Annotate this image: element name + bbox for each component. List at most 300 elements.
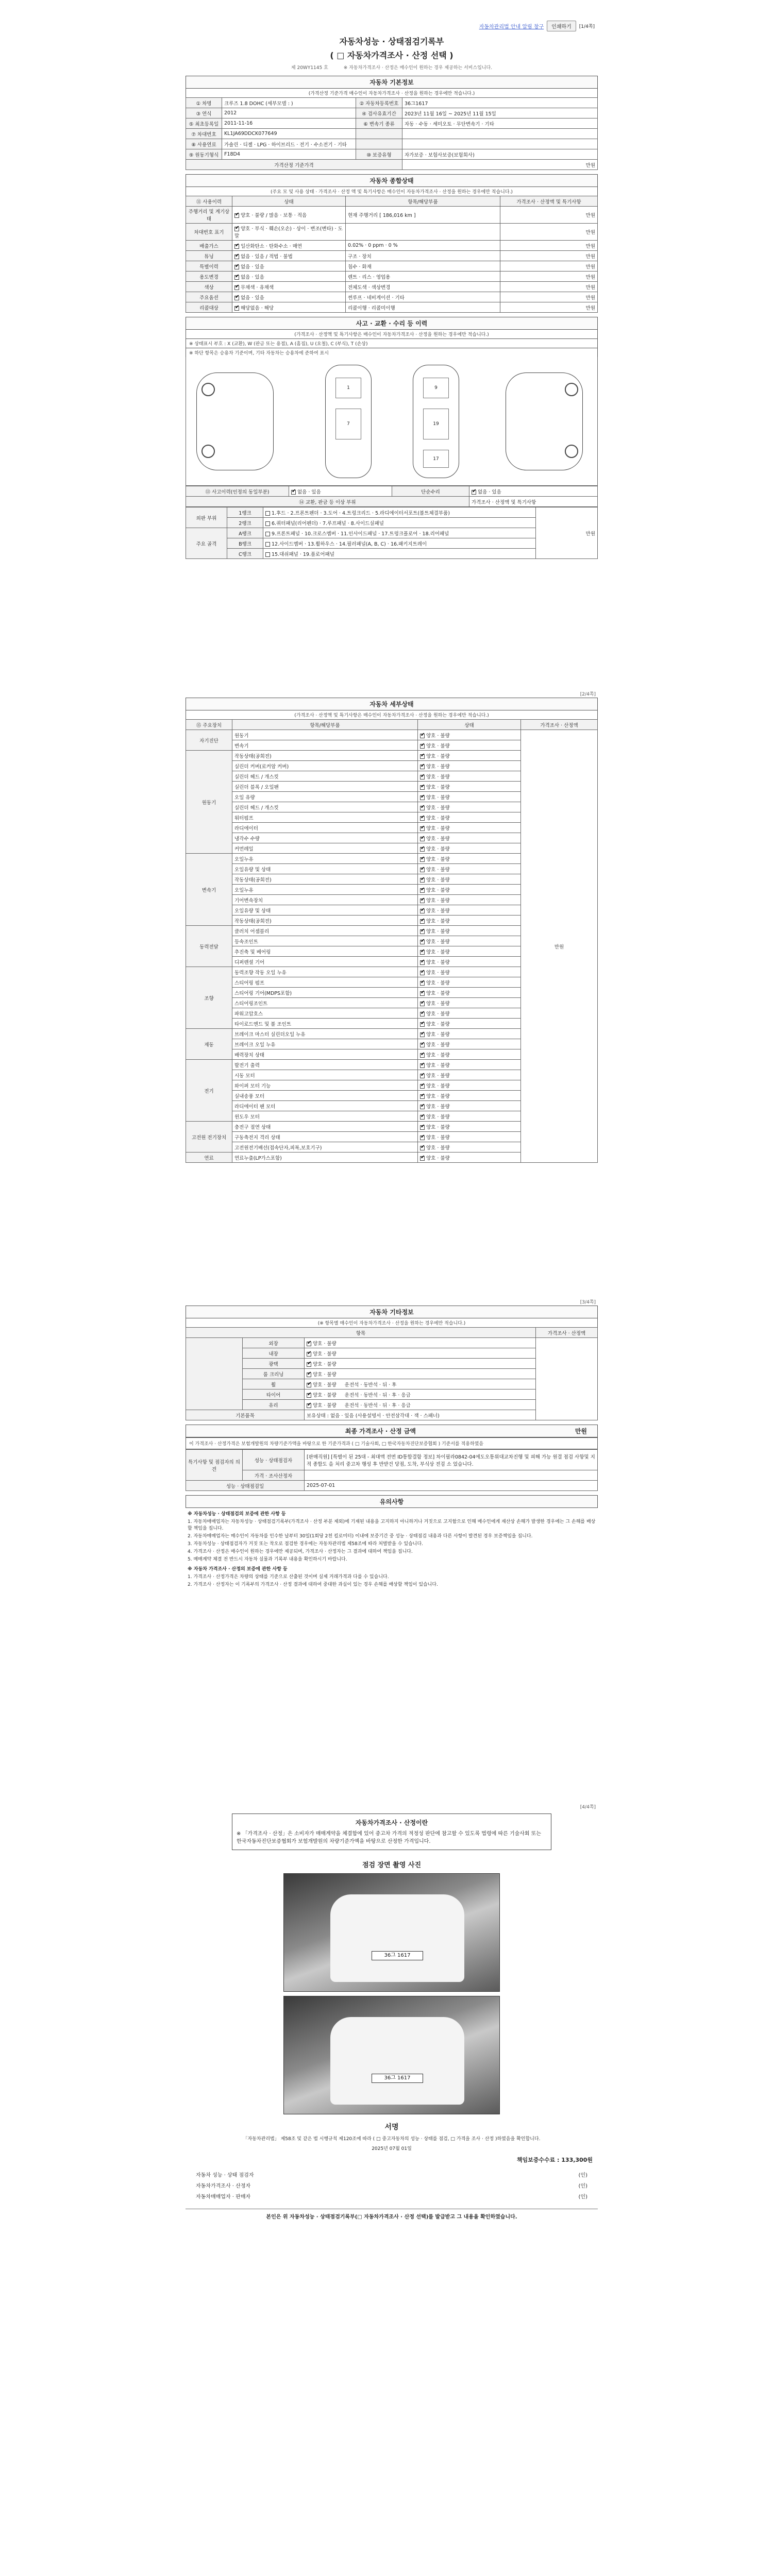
status-state: ✔ 일산화탄소 · 탄화수소 · 매연 <box>232 241 346 251</box>
checkbox-icon[interactable] <box>420 1063 425 1068</box>
basic-info-key: ⑥ 변속기 종류 <box>356 118 402 129</box>
signature-seal: (인) <box>578 2183 587 2189</box>
checkbox-icon[interactable] <box>420 1002 425 1006</box>
document-title: 자동차성능 · 상태점검기록부 <box>339 37 444 46</box>
detail-state: ✔ 양호 · 불량 <box>418 1142 521 1153</box>
basic-info-value: 2023년 11월 16일 ~ 2025년 11월 15일 <box>402 108 598 118</box>
notes-heading-1: ※ 자동차성능 · 상태점검의 보증에 관한 사항 등 <box>188 1512 286 1517</box>
price-basis-label: 가격산정 기준가격 <box>186 160 402 170</box>
other-group <box>186 1338 243 1410</box>
checkbox-icon[interactable] <box>265 521 270 526</box>
rank-label: A랭크 <box>227 528 263 538</box>
checkbox-icon[interactable] <box>420 909 425 913</box>
car-diagram <box>186 357 598 486</box>
status-state: ✔양호 · 불량 / 많음 · 보통 · 적음 <box>232 207 346 224</box>
detail-item: 원동기 <box>232 730 418 740</box>
detail-group: 동력전달 <box>186 926 232 967</box>
rank-table <box>186 507 598 559</box>
other-item: 내장 <box>243 1348 305 1359</box>
detail-item: 충전구 절연 상태 <box>232 1122 418 1132</box>
checkbox-icon[interactable] <box>420 971 425 975</box>
checkbox-icon[interactable] <box>420 816 425 821</box>
overall-status-table <box>186 196 598 313</box>
other-state: ✔ 양호 · 불량 운전석 · 동반석 · 뒤 · 후 <box>305 1379 536 1389</box>
status-row <box>186 292 598 302</box>
detail-state: ✔ 양호 · 불량 <box>418 782 521 792</box>
detail-item: 브레이크 마스터 실린더오일 누유 <box>232 1029 418 1039</box>
status-detail <box>346 224 500 241</box>
status-item: 배출가스 <box>186 241 232 251</box>
checkbox-icon[interactable] <box>420 775 425 779</box>
detail-state: ✔ 양호 · 불량 <box>418 740 521 751</box>
car-front-image <box>330 1894 464 1982</box>
accident-value: ✔ 없음 · 있음 <box>289 486 392 497</box>
basic-info-note: (가격산정 기준가격 매수인이 자동차가격조사 · 산정을 원하는 경우에만 적습니다.) <box>186 88 598 97</box>
basic-info-key <box>356 129 402 139</box>
detail-group: 변속기 <box>186 854 232 926</box>
detail-state: ✔ 양호 · 불량 <box>418 905 521 916</box>
checkbox-icon[interactable] <box>420 1115 425 1120</box>
detail-item: 실린더 블록 / 오일팬 <box>232 782 418 792</box>
note-item: 1. 자동차매매업자는 자동차성능 · 상태점검기록부(가격조사 · 산정 부분 제외)에 기재된 내용을 고지하지 아니하거나 거짓으로 고지함으로 인해 매수인에게 재산상 손해가 발생한 경우에는 그 손해를 배상할 책임을 집니다. <box>188 1519 596 1531</box>
frame-label: 주요 골격 <box>186 528 227 559</box>
basic-info-value: KL1JA69DDCK077649 <box>222 129 356 139</box>
notes-section <box>186 1508 598 1592</box>
checkbox-icon[interactable] <box>420 734 425 738</box>
checkbox-icon[interactable] <box>420 1043 425 1047</box>
detail-item: 실내송풍 모터 <box>232 1091 418 1101</box>
detail-status-title: 자동차 세부상태 <box>186 698 598 710</box>
law-info-link[interactable]: 자동차관리법 안내 알림 창구 <box>479 24 544 30</box>
basic-info-value: 36그1617 <box>402 98 598 108</box>
checkbox-icon[interactable] <box>420 744 425 749</box>
note-item: 4. 가격조사 · 산정은 매수인이 원하는 경우에만 제공되며, 가격조사 · 산정자는 그 결과에 대하여 책임을 집니다. <box>188 1549 413 1554</box>
detail-state: ✔ 양호 · 불량 <box>418 1008 521 1019</box>
detail-item: 냉각수 수량 <box>232 833 418 843</box>
detail-item: 윈도우 모터 <box>232 1111 418 1122</box>
detail-group: 제동 <box>186 1029 232 1060</box>
detail-item: 타이로드엔드 및 볼 조인트 <box>232 1019 418 1029</box>
basic-info-value: 가솔린 · 디젤 · LPG · 하이브리드 · 전기 · 수소전기 · 기타 <box>222 139 356 149</box>
detail-header: 가격조사 · 산정액 <box>521 720 598 730</box>
rank-parts: 1.후드 · 2.프론트펜더 · 3.도어 · 4.트렁크리드 · 5.라디에이터서포트(볼트체결부품) <box>263 507 536 518</box>
detail-item: 와이퍼 모터 기능 <box>232 1080 418 1091</box>
detail-item: 라디에이터 <box>232 823 418 833</box>
status-state: ✔ 없음 · 있음 <box>232 261 346 272</box>
detail-item: 실린더 헤드 / 개스킷 <box>232 771 418 782</box>
detail-header: ⑮ 주요장치 <box>186 720 232 730</box>
detail-state: ✔ 양호 · 불량 <box>418 957 521 967</box>
detail-item: 작동상태(공회전) <box>232 751 418 761</box>
guarantee-fee: 책임보증수수료 : 133,300원 <box>516 2157 593 2163</box>
detail-state: ✔ 양호 · 불량 <box>418 823 521 833</box>
checkbox-icon[interactable] <box>420 1156 425 1161</box>
checkbox-icon[interactable] <box>234 265 239 269</box>
check-date-value: 2025-07-01 <box>305 1481 598 1491</box>
signature-role: 자동차매매업자 · 판매자 <box>196 2194 251 2200</box>
checkbox-icon[interactable] <box>234 255 239 259</box>
checkbox-icon[interactable] <box>234 306 239 311</box>
license-plate: 36그 1617 <box>372 2074 423 2083</box>
status-row <box>186 272 598 282</box>
detail-item: 라디에이터 팬 모터 <box>232 1101 418 1111</box>
checkbox-icon[interactable] <box>420 960 425 965</box>
checkbox-icon[interactable] <box>234 213 239 218</box>
detail-state: ✔ 양호 · 불량 <box>418 977 521 988</box>
page-2 <box>186 690 598 1298</box>
status-header: 가격조사 · 산정액 및 특기사항 <box>500 196 598 207</box>
special-notes-table <box>186 1449 598 1491</box>
detail-state: ✔ 양호 · 불량 <box>418 916 521 926</box>
basic-info-table <box>186 97 598 170</box>
status-unit: 만원 <box>500 292 598 302</box>
detail-item: 추진축 및 베어링 <box>232 946 418 957</box>
status-detail: 현재 주행거리 [ 186,016 km ] <box>346 207 500 224</box>
status-item: 튜닝 <box>186 251 232 261</box>
detail-state: ✔ 양호 · 불량 <box>418 1080 521 1091</box>
page-tag: [4/4쪽] <box>580 1805 596 1810</box>
detail-item: 고전원전기배선(접속단자,피복,보호기구) <box>232 1142 418 1153</box>
checkbox-icon[interactable] <box>234 285 239 290</box>
detail-item: 실린더 커버(로커암 커버) <box>232 761 418 771</box>
status-unit: 만원 <box>500 251 598 261</box>
basic-info-value: 자가보증 · 보험사보증(보험회사) <box>402 149 598 160</box>
checkbox-icon[interactable] <box>420 1074 425 1078</box>
checkbox-icon[interactable] <box>420 1022 425 1027</box>
note-item: 2. 자동차매매업자는 매수인이 자동차를 인수한 날부터 30일(1회당 2천 킬로미터) 이내에 보증기간 중 성능 · 상태점검 내용과 다른 사항이 발견된 경우 보증책임을 집니다. <box>188 1534 533 1539</box>
detail-row <box>186 730 598 740</box>
basic-info-value: 2012 <box>222 108 356 118</box>
status-state: ✔ 없음 · 있음 / 적법 · 불법 <box>232 251 346 261</box>
car-rear-image <box>330 2017 464 2105</box>
checkbox-icon[interactable] <box>420 847 425 852</box>
license-plate: 36그 1617 <box>372 1951 423 1960</box>
rank-parts: 9.프론트패널 · 10.크로스멤버 · 11.인사이드패널 · 17.트렁크플로어 · 18.리어패널 <box>263 528 536 538</box>
detail-state: ✔ 양호 · 불량 <box>418 988 521 998</box>
checkbox-icon[interactable] <box>420 857 425 862</box>
detail-item: 스티어링 펌프 <box>232 977 418 988</box>
other-info-table <box>186 1327 598 1420</box>
status-item: 주요옵션 <box>186 292 232 302</box>
status-item: 차대번호 표기 <box>186 224 232 241</box>
detail-item: 오일누유 <box>232 854 418 864</box>
detail-item: 클러치 어셈블리 <box>232 926 418 936</box>
basic-info-key <box>356 139 402 149</box>
basic-info-value: 크루즈 1.8 DOHC (세부모델 : ) <box>222 98 356 108</box>
checkbox-icon[interactable] <box>307 1383 311 1387</box>
note-item: 3. 자동차성능 · 상태점검자가 거짓 또는 착오로 점검한 경우에는 자동차관리법 제58조에 따라 처벌받을 수 있습니다. <box>188 1541 424 1547</box>
detail-item: 시동 모터 <box>232 1070 418 1080</box>
checkbox-icon[interactable] <box>420 754 425 759</box>
checkbox-icon[interactable] <box>307 1372 311 1377</box>
other-state: ✔ 양호 · 불량 <box>305 1369 536 1379</box>
rank-label: C랭크 <box>227 549 263 559</box>
signature-seal: (인) <box>578 2194 587 2200</box>
status-item: 리콜대상 <box>186 302 232 313</box>
detail-state: ✔ 양호 · 불량 <box>418 812 521 823</box>
page-tag: [2/4쪽] <box>580 692 596 697</box>
checkbox-icon[interactable] <box>265 532 270 536</box>
note-item: 5. 매매계약 체결 전 반드시 자동차 실물과 기록부 내용을 확인하시기 바랍니다. <box>188 1557 347 1562</box>
rank-label: B랭크 <box>227 538 263 549</box>
checkbox-icon[interactable] <box>420 806 425 810</box>
checkbox-icon[interactable] <box>420 929 425 934</box>
checkbox-icon[interactable] <box>307 1403 311 1408</box>
other-state: ✔ 양호 · 불량 <box>305 1359 536 1369</box>
checkbox-icon[interactable] <box>420 950 425 955</box>
status-unit: 만원 <box>500 224 598 241</box>
other-state: ✔ 양호 · 불량 운전석 · 동반석 · 뒤 · 후 · 응급 <box>305 1400 536 1410</box>
checkbox-icon[interactable] <box>307 1342 311 1346</box>
accident-label: ⑬ 사고이력(인정의 동일부분) <box>186 486 289 497</box>
checkbox-icon[interactable] <box>420 1146 425 1150</box>
checkbox-icon[interactable] <box>420 785 425 790</box>
detail-state: ✔ 양호 · 불량 <box>418 874 521 885</box>
detail-state: ✔ 양호 · 불량 <box>418 946 521 957</box>
wheel-icon <box>565 383 578 396</box>
detail-state: ✔ 양호 · 불량 <box>418 802 521 812</box>
status-unit: 만원 <box>500 272 598 282</box>
signature-row <box>186 2191 598 2201</box>
simple-repair-value: ✔ 없음 · 있음 <box>469 486 598 497</box>
item-header: 항목 <box>186 1328 536 1338</box>
wheel-icon <box>201 383 215 396</box>
basic-info-row <box>186 149 598 160</box>
detail-item: 작동상태(공회전) <box>232 874 418 885</box>
exchange-label: ⑭ 교환, 판금 등 이상 부위 <box>186 497 469 507</box>
basic-info-value <box>402 139 598 149</box>
detail-item: 파워고압호스 <box>232 1008 418 1019</box>
checkbox-icon[interactable] <box>420 795 425 800</box>
status-state: ✔ 무채색 · 유채색 <box>232 282 346 292</box>
checkbox-icon[interactable] <box>265 542 270 547</box>
price-info-title: 자동차가격조사 · 산정이란 <box>355 1819 428 1826</box>
checkbox-icon[interactable] <box>420 1105 425 1109</box>
detail-state: ✔ 양호 · 불량 <box>418 1153 521 1163</box>
status-detail: 렌트 · 리스 · 영업용 <box>346 272 500 282</box>
checkbox-icon[interactable] <box>234 275 239 280</box>
detail-item: 연료누출(LP가스포함) <box>232 1153 418 1163</box>
accident-table <box>186 486 598 507</box>
page-3 <box>186 1298 598 1783</box>
sign-date: 2025년 07월 01일 <box>372 2146 412 2151</box>
status-detail: 0.02% · 0 ppm · 0 % <box>346 241 500 251</box>
basic-info-row <box>186 139 598 149</box>
detail-item: 배력장치 상태 <box>232 1049 418 1060</box>
detail-status-note: (가격조사 · 산정액 및 특기사항은 매수인이 자동차가격조사 · 산정을 원하는 경우에만 적습니다.) <box>186 710 598 719</box>
checkbox-icon[interactable] <box>307 1362 311 1367</box>
checkbox-icon[interactable] <box>420 1094 425 1099</box>
signature-role: 자동차 성능 · 상태 점검자 <box>196 2173 254 2178</box>
status-detail: 리콜이행 · 리콜미이행 <box>346 302 500 313</box>
document-subtitle: ( □ 자동차가격조사 · 산정 선택 ) <box>330 50 453 60</box>
checkbox-icon[interactable] <box>420 1136 425 1140</box>
detail-state: ✔ 양호 · 불량 <box>418 998 521 1008</box>
sign-note: 「자동차관리법」 제58조 및 같은 법 시행규칙 제120조에 따라 ( □ 중고자동차의 성능 · 상태를 점검, □ 가격을 조사 · 산정 )하였음을 확인합니다. <box>243 2137 541 2142</box>
basic-info-key: ⑦ 차대번호 <box>186 129 222 139</box>
basic-info-key: ① 차명 <box>186 98 222 108</box>
checkbox-icon[interactable] <box>420 1125 425 1130</box>
checkbox-icon[interactable] <box>420 919 425 924</box>
rank-parts: 12.사이드멤버 · 13.휠하우스 · 14.필러패널(A, B, C) · 16.패키지트레이 <box>263 538 536 549</box>
checkbox-icon[interactable] <box>420 1084 425 1089</box>
basic-items-value: 보유상태 : 없음 · 있음 (사용설명서 · 안전삼각대 · 잭 · 스패너) <box>305 1410 536 1420</box>
checkbox-icon[interactable] <box>420 878 425 883</box>
photo-title: 점검 장면 촬영 사진 <box>362 1861 422 1869</box>
page-tag: [1/4쪽] <box>579 24 595 29</box>
panel-floor: 19 <box>423 409 449 439</box>
checkbox-icon[interactable] <box>234 227 239 231</box>
checkbox-icon[interactable] <box>420 837 425 841</box>
detail-state: ✔ 양호 · 불량 <box>418 1029 521 1039</box>
rank-parts: 6.쿼터패널(리어펜더) · 7.루프패널 · 8.사이드실패널 <box>263 518 536 528</box>
checkbox-icon[interactable] <box>420 765 425 769</box>
document-meta <box>186 64 598 71</box>
checkbox-icon[interactable] <box>420 826 425 831</box>
checkbox-icon[interactable] <box>420 868 425 872</box>
special-label: 특기사항 및 점검자의 의견 <box>186 1450 243 1481</box>
checkbox-icon[interactable] <box>234 244 239 249</box>
status-row <box>186 241 598 251</box>
special-row-2: 가격 · 조사산정자 <box>243 1470 305 1481</box>
other-state: ✔ 양호 · 불량 <box>305 1338 536 1348</box>
basic-info-value: F18D4 <box>222 149 356 160</box>
detail-item: 변속기 <box>232 740 418 751</box>
status-state: ✔ 해당없음 · 해당 <box>232 302 346 313</box>
detail-state: ✔ 양호 · 불량 <box>418 1101 521 1111</box>
status-item: 특별이력 <box>186 261 232 272</box>
checkbox-icon[interactable] <box>307 1352 311 1357</box>
page-1 <box>186 0 598 690</box>
status-detail: 전체도색 · 색상변경 <box>346 282 500 292</box>
legend-text-2: ※ 하단 항목은 승용차 기준이며, 기타 자동차는 승용차에 준하여 표시 <box>186 348 598 357</box>
rank-label: 2랭크 <box>227 518 263 528</box>
detail-group: 자기진단 <box>186 730 232 751</box>
special-text: [판매직원] [특별이 된 25대 - 최대액 전면 ID통합결함 정보] 차이필라0842-04에도오통위대교차진행 및 피해 가능 원결 점검 사항및 지적 종합도 을 처리 중고차 행성 후 반받건 당점, 도착, 부식상 전검 소 었습니다. <box>305 1450 598 1470</box>
other-item: 외장 <box>243 1338 305 1348</box>
basic-info-key: ④ 검사유효기간 <box>356 108 402 118</box>
checkbox-icon[interactable] <box>420 940 425 944</box>
checkbox-icon[interactable] <box>420 1032 425 1037</box>
detail-item: 스티어링조인트 <box>232 998 418 1008</box>
checkbox-icon[interactable] <box>265 552 270 557</box>
final-price-note: 이 가격조사 · 산정가격은 보험개발원의 차량기준가액을 바탕으로 한 기준가격과 ( □ 기술사회, □ 한국자동차진단보증협회 ) 기준서를 적용하였음 <box>186 1437 598 1449</box>
status-row <box>186 207 598 224</box>
checkbox-icon[interactable] <box>420 888 425 893</box>
status-item: 용도변경 <box>186 272 232 282</box>
status-row <box>186 224 598 241</box>
other-item: 타이어 <box>243 1389 305 1400</box>
signature-role: 자동차가격조사 · 산정자 <box>196 2183 251 2189</box>
detail-state: ✔ 양호 · 불량 <box>418 1132 521 1142</box>
price-basis-row <box>186 160 598 170</box>
detail-item: 오일누유 <box>232 885 418 895</box>
other-info-title: 자동차 기타정보 <box>186 1306 598 1318</box>
overall-status-note: (주요 모 및 사용 상태 · 가격조사 · 산정 액 및 특기사항은 매수인이 자동차가격조사 · 산정을 원하는 경우에만 적습니다.) <box>186 187 598 196</box>
detail-item: 발전기 출력 <box>232 1060 418 1070</box>
detail-state: ✔ 양호 · 불량 <box>418 771 521 782</box>
status-header: 항목/해당부품 <box>346 196 500 207</box>
detail-header: 상태 <box>418 720 521 730</box>
notes-title: 유의사항 <box>186 1495 598 1508</box>
signature-row <box>186 2180 598 2191</box>
checkbox-icon[interactable] <box>265 511 270 516</box>
detail-item: 동력조향 작동 오일 누유 <box>232 967 418 977</box>
status-state: ✔ 없음 · 있음 <box>232 272 346 282</box>
checkbox-icon[interactable] <box>420 981 425 986</box>
page-4 <box>186 1803 598 2566</box>
check-date-label: 성능 · 상태점검일 <box>186 1481 305 1491</box>
checkbox-icon[interactable] <box>307 1393 311 1398</box>
checkbox-icon[interactable] <box>420 1053 425 1058</box>
other-item: 유리 <box>243 1400 305 1410</box>
detail-state: ✔ 양호 · 불량 <box>418 967 521 977</box>
detail-state: ✔ 양호 · 불량 <box>418 792 521 802</box>
checkbox-icon[interactable] <box>420 991 425 996</box>
notes-heading-2: ※ 자동차 가격조사 · 산정의 보증에 관한 사항 등 <box>188 1567 288 1572</box>
status-row <box>186 302 598 313</box>
detail-group: 전기 <box>186 1060 232 1122</box>
other-info-row <box>186 1338 598 1348</box>
detail-item: 워터펌프 <box>232 812 418 823</box>
panel-roof: 7 <box>335 409 361 439</box>
detail-state: ✔ 양호 · 불량 <box>418 936 521 946</box>
basic-info-row <box>186 129 598 139</box>
detail-state: ✔ 양호 · 불량 <box>418 864 521 874</box>
sign-title: 서명 <box>384 2123 399 2131</box>
basic-info-key: ⑧ 사용연료 <box>186 139 222 149</box>
detail-item: 실린더 헤드 / 개스킷 <box>232 802 418 812</box>
detail-group: 고전원 전기장치 <box>186 1122 232 1153</box>
print-button[interactable]: 인쇄하기 <box>547 21 576 31</box>
basic-items-label: 기본품목 <box>186 1410 305 1420</box>
other-item: 휠 <box>243 1379 305 1389</box>
panel-hood: 1 <box>335 378 361 398</box>
basic-info-key: ③ 연식 <box>186 108 222 118</box>
basic-info-key: ⑩ 보증유형 <box>356 149 402 160</box>
detail-state: ✔ 양호 · 불량 <box>418 1039 521 1049</box>
status-unit: 만원 <box>500 241 598 251</box>
wheel-icon <box>565 445 578 458</box>
status-detail: 썬루프 · 네비게이션 · 기타 <box>346 292 500 302</box>
status-unit: 만원 <box>500 302 598 313</box>
basic-info-row <box>186 98 598 108</box>
detail-item: 오일 유량 <box>232 792 418 802</box>
detail-state: ✔ 양호 · 불량 <box>418 1060 521 1070</box>
checkbox-icon[interactable] <box>420 899 425 903</box>
checkbox-icon[interactable] <box>234 296 239 300</box>
checkbox-icon[interactable] <box>420 1012 425 1016</box>
detail-state: ✔ 양호 · 불량 <box>418 885 521 895</box>
doc-notice: ※ 자동차가격조사 · 산정은 매수인이 원하는 경우 제공하는 서비스입니다. <box>343 65 493 71</box>
note-item: 2. 가격조사 · 산정자는 이 기록부의 가격조사 · 산정 결과에 대하여 중대한 과실이 있는 경우 손해를 배상할 책임이 있습니다. <box>188 1582 438 1587</box>
exchange-value: 가격조사 · 산정액 및 특기사항 <box>469 497 598 507</box>
detail-state: ✔ 양호 · 불량 <box>418 1122 521 1132</box>
detail-item: 작동상태(공회전) <box>232 916 418 926</box>
status-detail: 구조 · 장치 <box>346 251 500 261</box>
footer-confirm: 본인은 위 자동차성능 · 상태점검기록부(□ 자동차가격조사 · 산정 선택)를 발급받고 그 내용을 확인하였습니다. <box>186 2209 598 2220</box>
other-item: 룸 크리닝 <box>243 1369 305 1379</box>
basic-info-row <box>186 118 598 129</box>
status-item: 색상 <box>186 282 232 292</box>
detail-state: ✔ 양호 · 불량 <box>418 1111 521 1122</box>
wheel-icon <box>201 445 215 458</box>
detail-state: ✔ 양호 · 불량 <box>418 751 521 761</box>
detail-state: ✔ 양호 · 불량 <box>418 1019 521 1029</box>
simple-repair-label: 단순수리 <box>392 486 469 497</box>
accident-history-title: 사고 · 교환 · 수리 등 이력 <box>186 317 598 329</box>
detail-item: 등속조인트 <box>232 936 418 946</box>
